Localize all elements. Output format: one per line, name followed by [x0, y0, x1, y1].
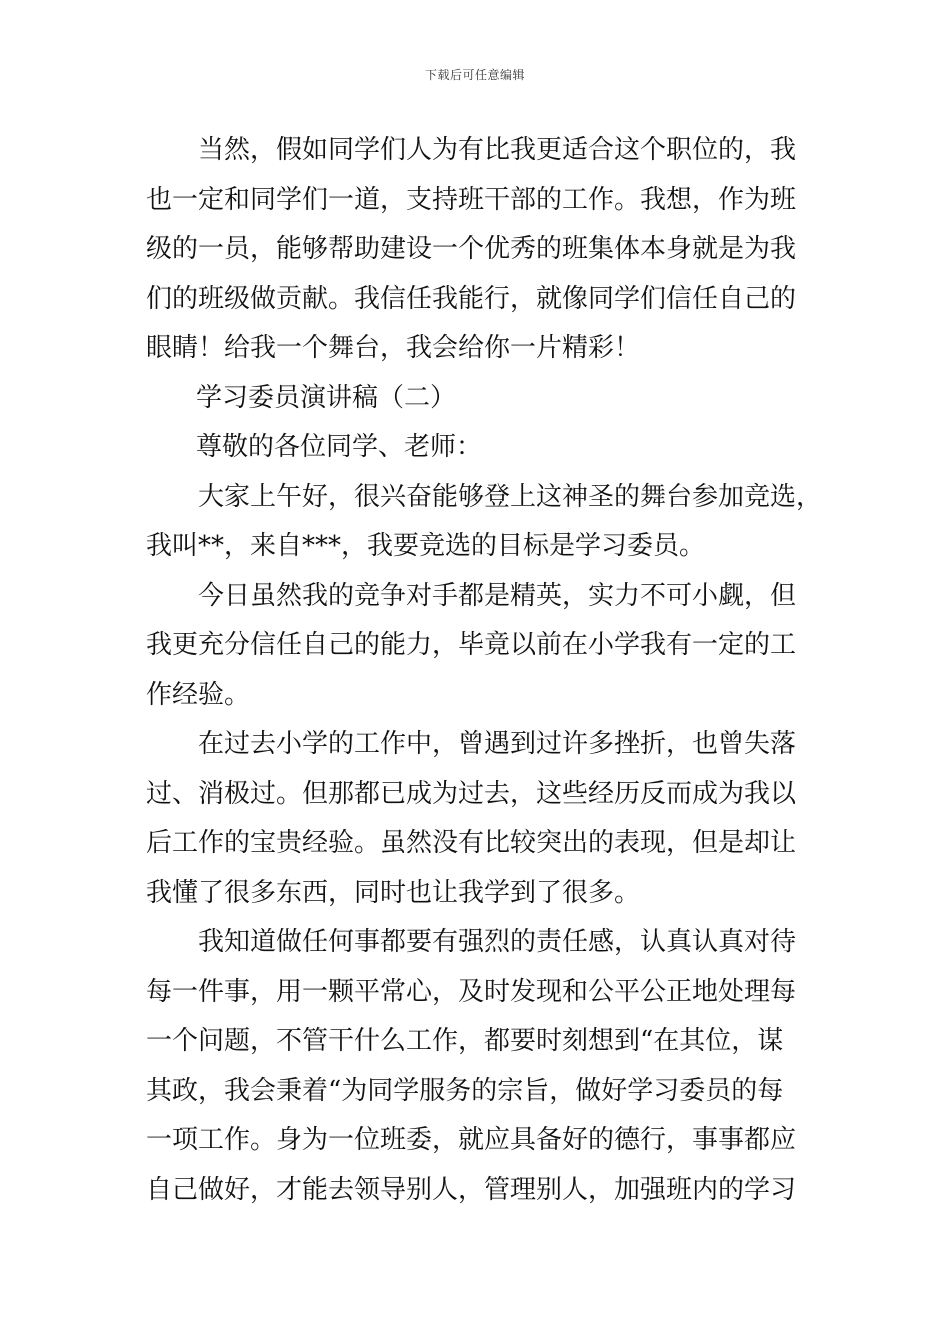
page-header: 下载后可任意编辑 [424, 68, 525, 82]
text-line: 作经验。 [146, 679, 251, 710]
text-line: 其政，我会秉着“为同学服务的宗旨，做好学习委员的每 [146, 1075, 784, 1106]
text-line: 一项工作。身为一位班委，就应具备好的德行，事事都应 [146, 1125, 797, 1155]
text-line: 们的班级做贡献。我信任我能行，就像同学们信任自己的 [146, 283, 797, 314]
salutation: 尊敬的各位同学、老师： [196, 432, 483, 462]
text-line: 每一件事，用一颗平常心，及时发现和公平公正地处理每 [146, 976, 797, 1007]
text-line: 今日虽然我的竞争对手都是精英，实力不可小觑，但 [198, 580, 797, 611]
text-line: 过、消极过。但那都已成为过去，这些经历反而成为我以 [146, 778, 797, 809]
text-line: 一个问题，不管干什么工作，都要时刻想到“在其位，谋 [146, 1026, 784, 1056]
text-line: 在过去小学的工作中，曾遇到过许多挫折，也曾失落 [198, 729, 797, 759]
text-line: 我知道做任何事都要有强烈的责任感，认真认真对待 [198, 927, 797, 957]
section-title: 学习委员演讲稿（二） [196, 382, 457, 413]
text-line: 级的一员，能够帮助建设一个优秀的班集体本身就是为我 [146, 234, 797, 264]
text-line: 我叫**，来自***，我要竞选的目标是学习委员。 [146, 531, 706, 561]
text-line: 我更充分信任自己的能力，毕竟以前在小学我有一定的工 [146, 630, 797, 660]
text-line: 自己做好，才能去领导别人，管理别人，加强班内的学习 [146, 1174, 797, 1205]
text-line: 我懂了很多东西，同时也让我学到了很多。 [146, 877, 641, 908]
text-line: 眼睛！给我一个舞台，我会给你一片精彩！ [146, 333, 641, 363]
text-line: 当然，假如同学们人为有比我更适合这个职位的，我 [198, 135, 797, 165]
text-line: 也一定和同学们一道，支持班干部的工作。我想，作为班 [146, 184, 797, 215]
text-line: 大家上午好，很兴奋能够登上这神圣的舞台参加竞选， [198, 481, 823, 512]
text-line: 后工作的宝贵经验。虽然没有比较突出的表现，但是却让 [146, 828, 797, 858]
document-body [146, 126, 823, 1215]
